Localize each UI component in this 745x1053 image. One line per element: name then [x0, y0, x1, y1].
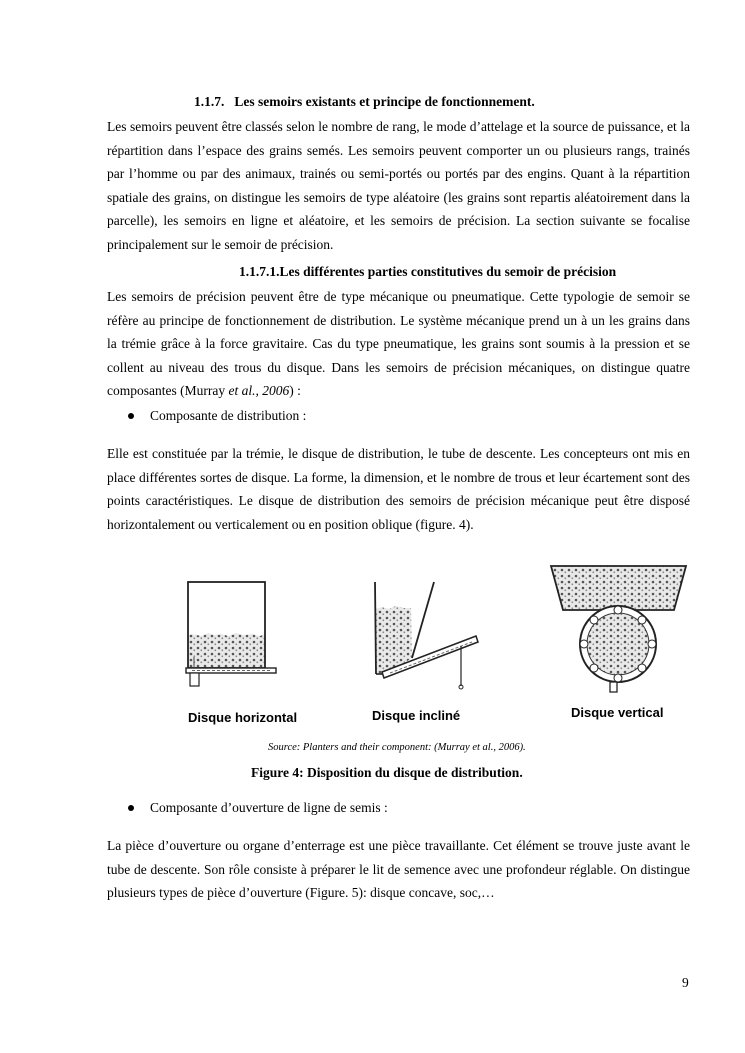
bullet-item-ouverture [128, 800, 388, 816]
bullet-icon [128, 805, 134, 811]
bullet-label: Composante de distribution : [150, 408, 307, 423]
section-title: Les semoirs existants et principe de fonctionnement. [234, 94, 535, 109]
vertical-disc-drawing [551, 566, 686, 692]
paragraph-distribution: Elle est constituée par la trémie, le disque de distribution, le tube de descente. Les concepteurs ont mis en place différentes sortes de disque. La forme, la dimension, et le nombre de trous et leur écartement sont des points caractéristiques. Le disque de distribution des semoirs de précision mécanique peut être disposé horizontalement ou verticalement ou en position oblique (figure. 4). [107, 446, 690, 532]
section-heading [194, 94, 535, 110]
paragraph-semoirs-classification: Les semoirs peuvent être classés selon le nombre de rang, le mode d’attelage et la source de puissance, et la répartition dans l’espace des grains semés. Les semoirs peuvent comporter un ou plusieurs rangs, trainés par l’homme ou par des animaux, trainés ou semi-portés ou portés par des engins. Quant à la répartition spatiale des grains, on distingue les semoirs de type aléatoire (les grains sont repartis aléatoirement dans la parcelle), les semoirs en ligne et aléatoire, et les semoirs de précision. La section suivante se focalise principalement sur le semoir de précision. [107, 119, 690, 252]
figure-disque-distribution [168, 562, 696, 732]
inclined-disc-drawing [375, 582, 478, 689]
label-disque-incline: Disque incliné [372, 708, 461, 723]
citation-italic: et al., 2006 [228, 383, 290, 399]
horizontal-disc-drawing [186, 582, 276, 686]
label-disque-horizontal: Disque horizontal [188, 710, 298, 725]
section-number: 1.1.7. [194, 94, 225, 109]
page-number: 9 [682, 975, 689, 990]
figure-source: Source: Planters and their component: (Murray et al., 2006). [268, 742, 526, 753]
bullet-item-distribution [128, 408, 306, 424]
paragraph-text: Les semoirs de précision peuvent être de type mécanique ou pneumatique. Cette typologie de semoir se réfère au principe de fonctionnement de distribution. Le système mécanique prend un à un les grains dans la trémie grâce à la force gravitaire. Cas du type pneumatique, les grains sont soumis à la pression et se collent au niveau des trous du disque. Dans les semoirs de précision mécaniques, on distingue quatre composantes (Murray [107, 289, 690, 399]
bullet-icon [128, 413, 134, 419]
paragraph-semoirs-precision [107, 285, 690, 403]
label-disque-vertical: Disque vertical [571, 705, 664, 720]
figure-caption: Figure 4: Disposition du disque de distribution. [251, 765, 523, 780]
subsection-heading: 1.1.7.1.Les différentes parties constitutives du semoir de précision [239, 264, 617, 279]
paragraph-text-end: ) : [289, 383, 301, 399]
bullet-label: Composante d’ouverture de ligne de semis : [150, 800, 388, 815]
paragraph-ouverture: La pièce d’ouverture ou organe d’enterrage est une pièce travaillante. Cet élément se trouve juste avant le tube de descente. Son rôle consiste à préparer le lit de semence avec une profondeur réglable. On distingue plusieurs types de pièce d’ouverture (Figure. 5): disque concave, soc,… [107, 838, 690, 901]
